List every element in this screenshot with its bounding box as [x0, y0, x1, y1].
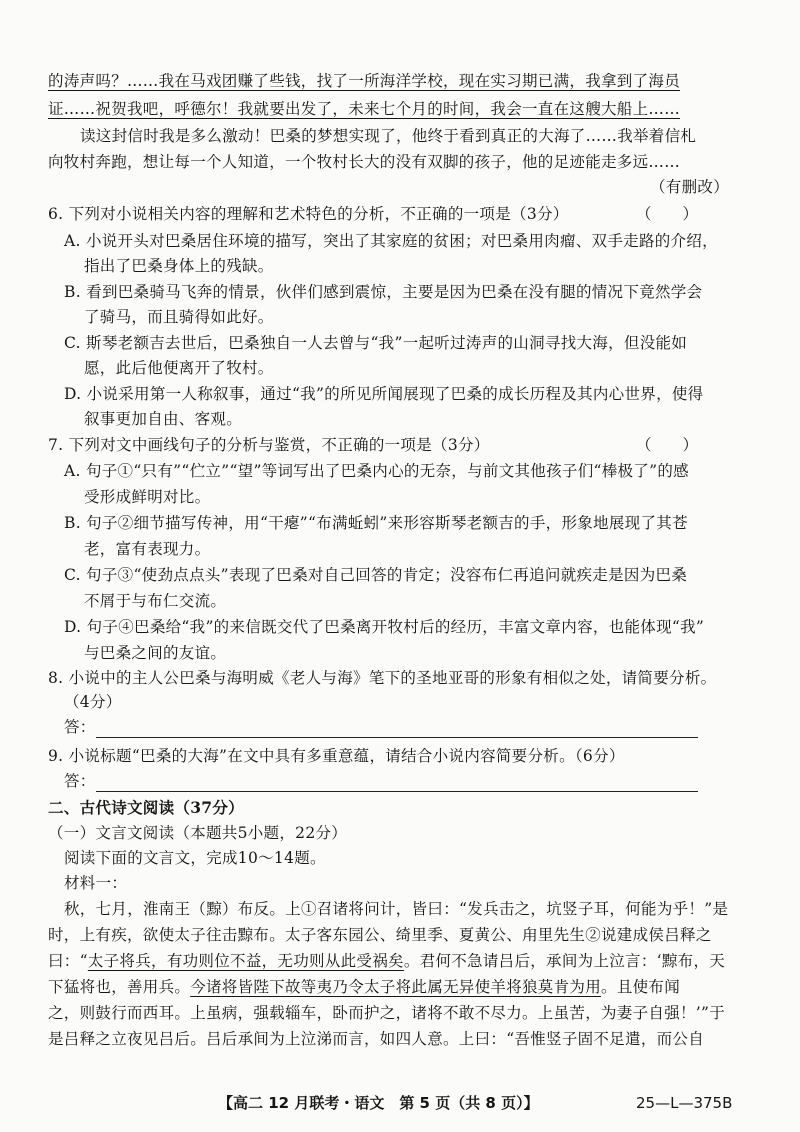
story-letter-line-1: 的涛声吗？……我在马戏团赚了些钱，找了一所海洋学校，现在实习期已满，我拿到了海员	[48, 72, 681, 90]
question-6-option-d: D. 小说采用第一人称叙事，通过“我”的所见所闻展现了巴桑的成长历程及其内心世界，使得	[64, 385, 704, 403]
question-6-option-d-cont: 叙事更加自由、客观。	[84, 410, 243, 428]
classical-line-3: 曰：“太子将兵，有功则位不益，无功则从此受祸矣。君何不急请吕后，承间为上泣言：‘黥布，天	[48, 952, 726, 970]
question-6-option-a-cont: 指出了巴桑身体上的残缺。	[84, 257, 274, 275]
question-6-option-c-cont: 愿，此后他便离开了牧村。	[84, 359, 274, 377]
question-6-option-b-cont: 了骑马，而且骑得如此好。	[84, 308, 274, 326]
question-7-option-b-cont: 老，富有表现力。	[84, 540, 211, 558]
story-paragraph-line-2: 向牧村奔跑，想让每一个人知道，一个牧村长大的没有双脚的孩子，他的足迹能走多远……	[48, 153, 681, 171]
question-7-option-a-cont: 受形成鲜明对比。	[84, 488, 211, 506]
story-paragraph-line-1: 读这封信时我是多么激动！巴桑的梦想实现了，他终于看到真正的大海了……我举着信札	[80, 127, 697, 145]
question-9-answer-label: 答：	[64, 772, 96, 790]
classical-line-2: 时，上有疾，欲使太子往击黥布。太子客东园公、绮里季、夏黄公、甪里先生②说建成侯吕释之	[48, 926, 712, 944]
paper-code: 25—L—375B	[636, 1094, 733, 1112]
material-one-label: 材料一：	[64, 874, 128, 892]
question-7-option-b: B. 句子②细节描写传神，用“干瘪”“布满蚯蚓”来形容斯琴老额吉的手，形象地展现了其苍	[64, 514, 688, 532]
question-7-stem: 7. 下列对文中画线句子的分析与鉴赏，不正确的一项是（3分）	[48, 436, 490, 454]
underlined-sentence-1: 太子将兵，有功则位不益，无功则从此受祸矣	[87, 952, 404, 970]
page-footer: 【高二 12 月联考・语文 第 5 页（共 8 页）】	[218, 1094, 539, 1112]
question-8-stem: 8. 小说中的主人公巴桑与海明威《老人与海》笔下的圣地亚哥的形象有相似之处，请简要分析。	[48, 669, 717, 687]
question-6-stem: 6. 下列对小说相关内容的理解和艺术特色的分析，不正确的一项是（3分）	[48, 205, 569, 223]
question-8-answer-line[interactable]	[96, 737, 698, 738]
classical-line-4: 下猛将也，善用兵。今诸将皆陛下故等夷乃令太子将此属无异使羊将狼莫肯为用。且使布闻	[48, 978, 681, 996]
question-7-option-c: C. 句子③“使劲点点头”表现了巴桑对自己回答的肯定；没容布仁再追问就疾走是因为巴桑	[64, 566, 688, 584]
underlined-sentence-2: 今诸将皆陛下故等夷乃令太子将此属无异使羊将狼莫肯为用	[190, 978, 602, 996]
classical-line-1: 秋，七月，淮南王（黥）布反。上①召诸将问计，皆曰：“发兵击之，坑竖子耳，何能为乎！”是	[64, 900, 729, 918]
question-9-stem: 9. 小说标题“巴桑的大海”在文中具有多重意蕴，请结合小说内容简要分析。（6分）	[48, 747, 625, 765]
classical-line-5: 之，则鼓行而西耳。上虽病，强载辎车，卧而护之，诸将不敢不尽力。上虽苦，为妻子自强！’”于	[48, 1004, 726, 1022]
question-7-option-d: D. 句子④巴桑给“我”的来信既交代了巴桑离开牧村后的经历，丰富文章内容，也能体现“我”	[64, 618, 705, 636]
question-7-answer-bracket: （ ）	[636, 436, 699, 454]
question-6-option-a: A. 小说开头对巴桑居住环境的描写，突出了其家庭的贫困；对巴桑用肉瘤、双手走路的介绍，	[64, 232, 718, 250]
section-2-title: 二、古代诗文阅读（37分）	[48, 798, 244, 817]
question-7-option-c-cont: 不屑于与布仁交流。	[84, 592, 227, 610]
classical-line-6: 是吕释之立夜见吕后。吕后承间为上泣涕而言，如四人意。上曰：“吾惟竖子固不足遣，而公自	[48, 1030, 705, 1048]
question-9-answer-line[interactable]	[96, 791, 698, 792]
question-6-option-b: B. 看到巴桑骑马飞奔的情景，伙伴们感到震惊，主要是因为巴桑在没有腿的情况下竟然学会	[64, 283, 703, 301]
source-note: （有删改）	[650, 178, 730, 196]
question-8-answer-label: 答：	[64, 718, 96, 736]
question-8-points: （4分）	[64, 693, 122, 711]
section-2-instructions: 阅读下面的文言文，完成10～14题。	[64, 849, 326, 867]
question-7-option-d-cont: 与巴桑之间的友谊。	[84, 644, 227, 662]
question-6-option-c: C. 斯琴老额吉去世后，巴桑独自一人去曾与“我”一起听过涛声的山洞寻找大海，但没能如	[64, 334, 688, 352]
question-6-answer-bracket: （ ）	[636, 205, 699, 223]
story-letter-line-2: 证……祝贺我吧，呼德尔！我就要出发了，未来七个月的时间，我会一直在这艘大船上……	[48, 100, 681, 118]
question-7-option-a: A. 句子①“只有”“伫立”“望”等词写出了巴桑内心的无奈，与前文其他孩子们“棒极了”的感	[64, 462, 689, 480]
section-2-subtitle: （一）文言文阅读（本题共5小题，22分）	[48, 824, 348, 842]
